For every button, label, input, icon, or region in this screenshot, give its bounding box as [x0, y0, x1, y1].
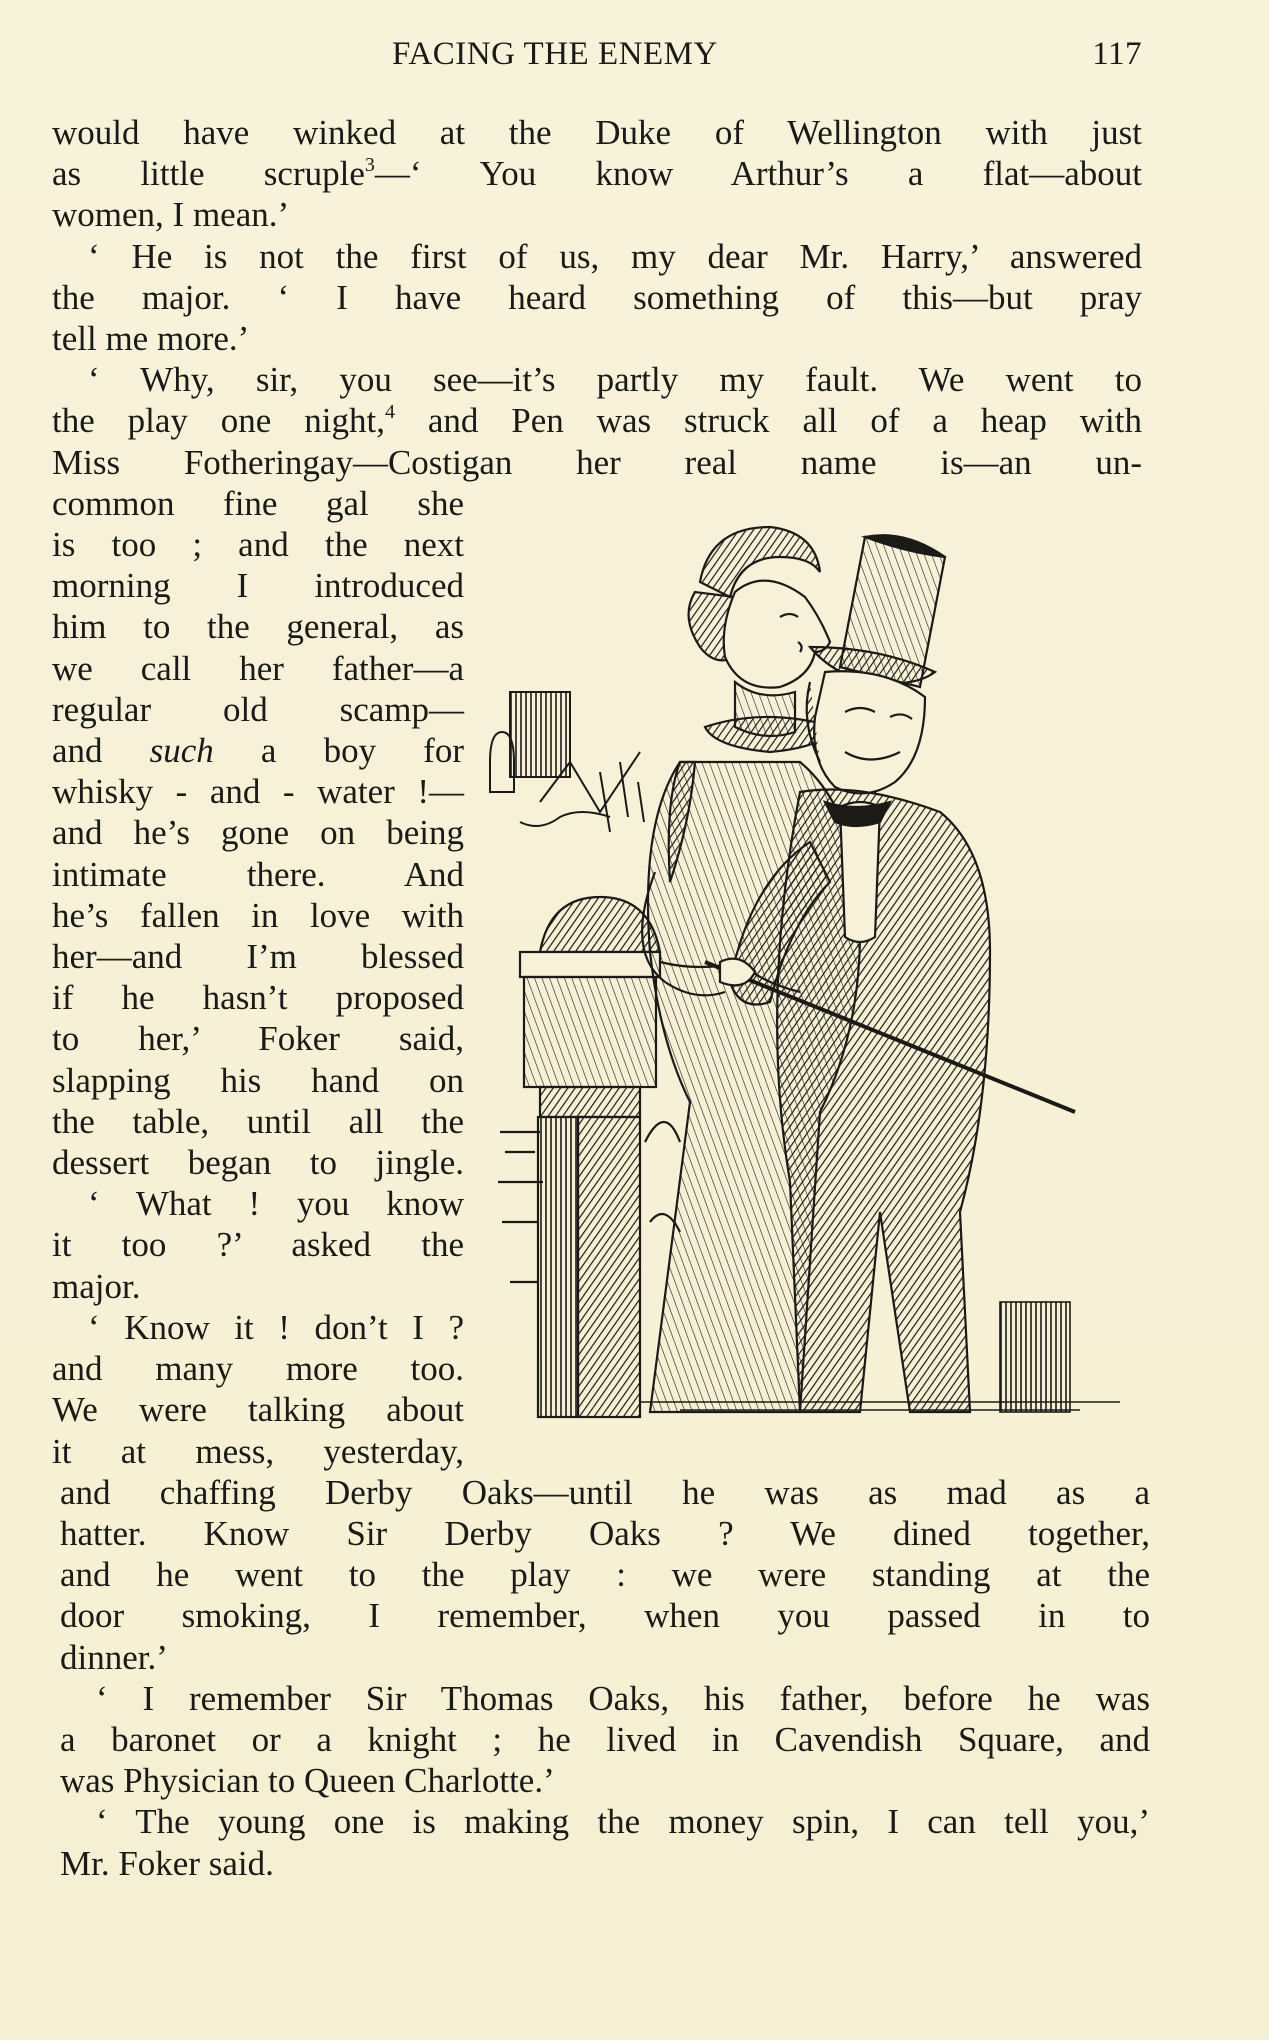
- text-line: and he went to the play : we were standing at the: [60, 1555, 1150, 1595]
- text-line: dinner.’: [60, 1637, 168, 1677]
- text-line: ‘ Know it ! don’t I ?: [88, 1307, 464, 1347]
- text-line: the major. ‘ I have heard something of this—but pray: [52, 277, 1142, 317]
- text-line: it at mess, yesterday,: [52, 1431, 464, 1471]
- text-line: to her,’ Foker said,: [52, 1019, 464, 1059]
- text-line: regular old scamp—: [52, 689, 464, 729]
- text-line: ‘ Why, sir, you see—it’s partly my fault. We went to: [88, 360, 1142, 400]
- running-head: [52, 36, 1142, 80]
- text-line: whisky - and - water !—: [52, 772, 464, 812]
- text-line: ‘ The young one is making the money spin, I can tell you,’: [96, 1802, 1150, 1842]
- text-line: and many more too.: [52, 1349, 464, 1389]
- text-line: hatter. Know Sir Derby Oaks ? We dined together,: [60, 1513, 1150, 1553]
- text-line: him to the general, as: [52, 607, 464, 647]
- text-line: and chaffing Derby Oaks—until he was as mad as a: [60, 1472, 1150, 1512]
- text-line: ‘ I remember Sir Thomas Oaks, his father, before he was: [96, 1678, 1150, 1718]
- text-line: tell me more.’: [52, 319, 250, 359]
- text-line: he’s fallen in love with: [52, 895, 464, 935]
- text-line: and such a boy for: [52, 731, 464, 771]
- text-line: major.: [52, 1266, 141, 1306]
- text-line: was Physician to Queen Charlotte.’: [60, 1761, 555, 1801]
- footnote-ref: 3: [364, 153, 375, 176]
- footnote-ref: 4: [384, 400, 395, 423]
- text-line: women, I mean.’: [52, 195, 290, 235]
- text-line: we call her father—a: [52, 648, 464, 688]
- text-line: it too ?’ asked the: [52, 1225, 464, 1265]
- text-line: common fine gal she: [52, 483, 464, 523]
- page-number: 117: [1092, 36, 1142, 72]
- text-line: as little scruple$^3$—‘ You know Arthur’s a flat—about: [52, 153, 1142, 194]
- text-line: slapping his hand on: [52, 1060, 464, 1100]
- text-line: ‘ What ! you know: [88, 1184, 464, 1224]
- text-line: Miss Fotheringay—Costigan her real name is—an un-: [52, 442, 1142, 482]
- text-line: Mr. Foker said.: [60, 1843, 274, 1883]
- text-line: would have winked at the Duke of Wellington with just: [52, 113, 1142, 152]
- text-line: is too ; and the next: [52, 525, 464, 565]
- text-line: a baronet or a knight ; he lived in Cavendish Square, and: [60, 1719, 1150, 1759]
- text-line: the play one night,$^4$ and Pen was struck all of a heap with: [52, 400, 1142, 441]
- chapter-title: FACING THE ENEMY: [392, 36, 718, 72]
- text-line: door smoking, I remember, when you passed in to: [60, 1596, 1150, 1636]
- doorway-background: [490, 692, 644, 832]
- text-line: morning I introduced: [52, 566, 464, 606]
- text-line: intimate there. And: [52, 854, 464, 894]
- text-line: her—and I’m blessed: [52, 937, 464, 977]
- text-line: the table, until all the: [52, 1101, 464, 1141]
- text-line: We were talking about: [52, 1390, 464, 1430]
- text-line: if he hasn’t proposed: [52, 978, 464, 1018]
- text-line: and he’s gone on being: [52, 813, 464, 853]
- text-line: ‘ He is not the first of us, my dear Mr. Harry,’ answered: [88, 236, 1142, 276]
- engraving-illustration: [480, 522, 1150, 1422]
- text-line: dessert began to jingle.: [52, 1143, 464, 1183]
